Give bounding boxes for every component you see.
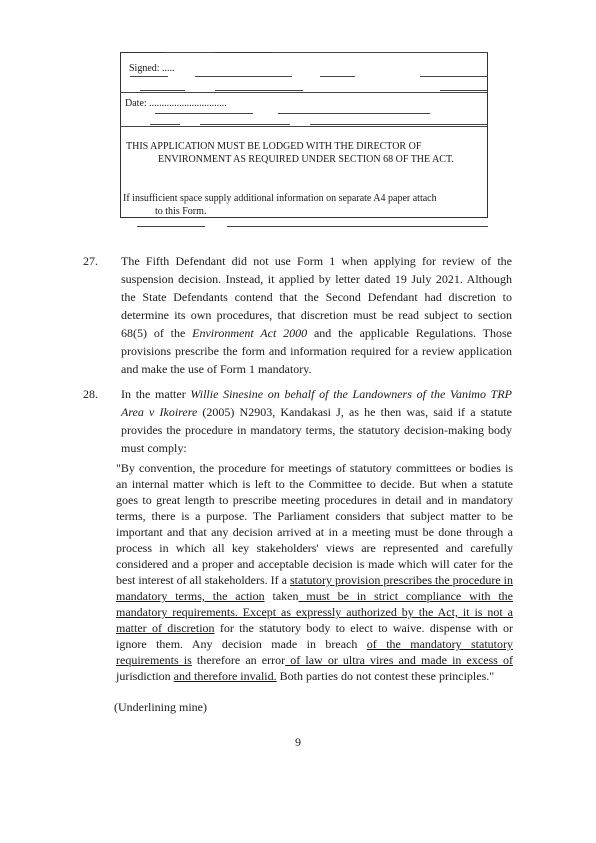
scan-rule <box>150 124 180 125</box>
paragraph-text: (2005) N2903, Kandakasi J, as he then was, said if a statute provides the procedure in mandatory terms, the statutory decision-making body must comply: <box>121 405 512 455</box>
scan-rule <box>272 52 488 53</box>
quote-text: jurisdiction <box>116 669 174 683</box>
block-quote <box>116 460 513 684</box>
lodging-notice <box>126 140 484 166</box>
quote-text: for the statutory body to elect to waive. dispense with or ignore them. Any decision made in breach <box>116 621 513 651</box>
paragraph-text: In the matter <box>121 387 191 401</box>
underlined-text: of the mandatory statutory requirements is <box>116 637 513 667</box>
notice-line: THIS APPLICATION MUST BE LODGED WITH THE DIRECTOR OF <box>126 141 422 152</box>
form-divider <box>120 92 488 93</box>
paragraph-text: The Fifth Defendant did not use Form 1 when applying for review of the suspension decision. Instead, it applied by letter dated 19 July 2021. Although the State Defendants contend that the Second Defendant had discretion to determine its own procedures, that discretion must be read subject to section 68(5) of the <box>121 254 512 340</box>
scan-rule <box>440 90 488 91</box>
scan-rule <box>215 90 303 91</box>
scan-rule <box>200 124 290 125</box>
scan-rule <box>130 76 168 77</box>
scan-rule <box>195 76 292 77</box>
underlined-text: must be in strict compliance with the mandatory requirements. Except as expressly authorized by the Act, it is not a matter of discretion <box>116 589 513 635</box>
scan-rule <box>227 226 488 227</box>
paragraph-number: 28. <box>83 387 98 401</box>
notice-continued: ENVIRONMENT AS REQUIRED UNDER SECTION 68 OF THE ACT. <box>158 154 454 165</box>
underlined-text: of law or ultra vires and made in excess of <box>285 653 513 667</box>
insufficient-line: If insufficient space supply additional information on separate A4 paper attach <box>123 193 437 204</box>
scan-rule <box>165 52 215 53</box>
underlined-text: and therefore invalid. <box>173 669 277 683</box>
paragraph-number: 27. <box>83 254 98 268</box>
scan-rule <box>140 90 185 91</box>
scan-rule <box>320 76 355 77</box>
underlined-text: statutory provision prescribes the procedure in mandatory terms, the action <box>116 573 513 603</box>
quote-text: therefore an error <box>191 653 286 667</box>
statute-name: Environment Act 2000 <box>192 326 308 340</box>
form-divider <box>120 126 488 127</box>
page-number: 9 <box>295 735 301 749</box>
paragraph-27 <box>121 252 512 378</box>
scan-rule <box>137 226 205 227</box>
insufficient-continued: to this Form. <box>155 206 207 217</box>
quote-text: "By convention, the procedure for meetings of statutory committees or bodies is an internal matter which is left to the Committee to decide. But when a statute goes to great length to prescribe meeting procedures in detail and in mandatory terms, there is a purpose. The Parliament considers that subject matter to be important and that any decision arrived at in a meeting must be done through a process in which all key stakeholders' views are represented and carefully considered and a proper and acceptable decision is made which will cater for the best interest of all stakeholders. If a <box>116 461 513 587</box>
date-label: Date: ............................... <box>125 98 227 109</box>
signed-label: Signed: ..... <box>129 63 175 74</box>
scan-rule <box>278 113 430 114</box>
scan-rule <box>310 124 488 125</box>
paragraph-text: and the applicable Regulations. Those provisions prescribe the form and information required for a review application and make the use of Form 1 mandatory. <box>121 326 512 376</box>
case-name: Willie Sinesine on behalf of the Landowners of the Vanimo TRP Area v Ikoirere <box>121 387 512 419</box>
scan-rule <box>155 113 253 114</box>
underlining-note: (Underlining mine) <box>114 700 207 714</box>
quote-text: Both parties do not contest these principles." <box>276 669 495 683</box>
paragraph-28 <box>121 385 512 457</box>
scan-rule <box>420 76 488 77</box>
quote-text: taken <box>264 589 299 603</box>
insufficient-space-note <box>123 192 485 218</box>
